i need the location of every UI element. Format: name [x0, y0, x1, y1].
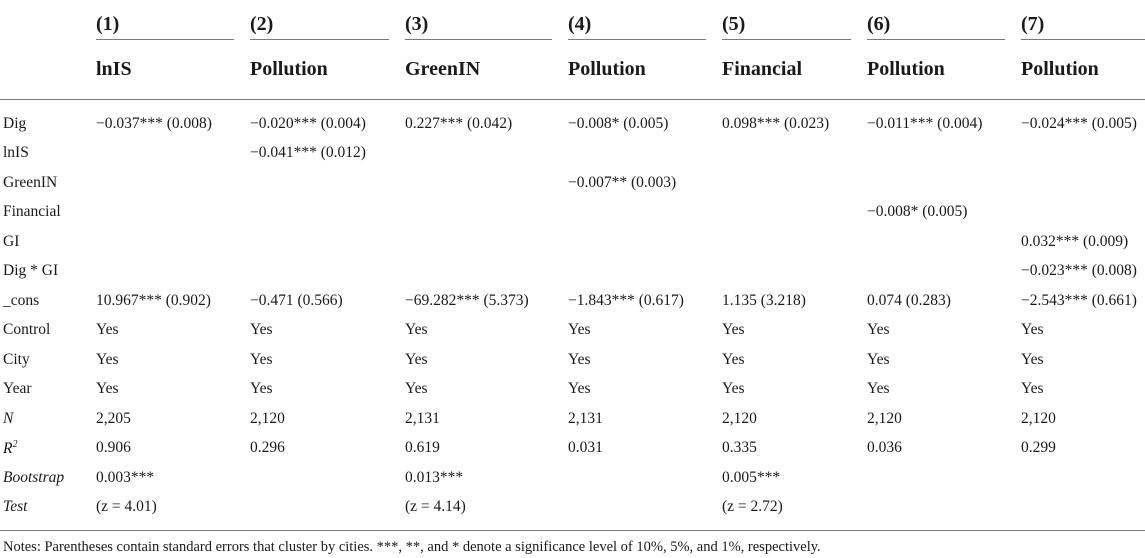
table-cell: 0.335: [722, 439, 757, 457]
table-cell: −0.008* (0.005): [568, 114, 669, 132]
table-cell: 0.098*** (0.023): [722, 114, 830, 132]
table-cell: [867, 493, 1021, 523]
table-cell: Yes: [250, 321, 273, 339]
header-rule: [405, 39, 552, 40]
column-number: (7): [1021, 13, 1045, 35]
table-row: [0, 286, 1145, 316]
header-rule: [867, 39, 1005, 40]
table-cell: [96, 168, 250, 198]
table-cell: Yes: [96, 321, 119, 339]
table-cell: [405, 198, 568, 228]
table-cell: [405, 139, 568, 169]
header-rule: [568, 39, 706, 40]
table-cell: Yes: [867, 321, 890, 339]
column-name: Financial: [722, 47, 867, 100]
table-cell: [568, 257, 722, 287]
table-cell: 0.032*** (0.009): [1021, 232, 1129, 250]
table-cell: Yes: [250, 350, 273, 368]
row-label: Year: [3, 380, 32, 398]
row-label: Dig * GI: [3, 262, 59, 280]
table-cell: [250, 257, 405, 287]
table-cell: 2,120: [867, 409, 902, 427]
header-rule: [250, 39, 389, 40]
table-cell: [96, 257, 250, 287]
table-cell: (z = 4.01): [96, 498, 157, 516]
table-cell: [250, 493, 405, 523]
table-cell: [250, 198, 405, 228]
table-cell: −0.011*** (0.004): [867, 114, 983, 132]
table-cell: [722, 168, 867, 198]
table-bottom-rule: [0, 522, 1145, 531]
table-cell: 0.036: [867, 439, 902, 457]
table-cell: [1021, 168, 1145, 198]
table-cell: 2,205: [96, 409, 131, 427]
table-cell: Yes: [96, 350, 119, 368]
column-number: (2): [250, 13, 274, 35]
table-cell: −0.007** (0.003): [568, 173, 677, 191]
table-cell: 2,120: [250, 409, 285, 427]
table-cell: [568, 198, 722, 228]
table-cell: 0.031: [568, 439, 603, 457]
row-label: GreenIN: [3, 173, 58, 191]
table-cell: 2,120: [722, 409, 757, 427]
table-cell: −1.843*** (0.617): [568, 291, 684, 309]
table-cell: 2,131: [568, 409, 603, 427]
row-label: [0, 434, 96, 464]
column-number: (3): [405, 13, 429, 35]
table-cell: Yes: [1021, 380, 1044, 398]
row-label: Control: [3, 321, 51, 339]
table-cell: −0.020*** (0.004): [250, 114, 366, 132]
table-row: [0, 434, 1145, 464]
table-cell: [722, 198, 867, 228]
table-cell: (z = 2.72): [722, 498, 783, 516]
table-row: [0, 198, 1145, 228]
table-row: [0, 257, 1145, 287]
table-cell: 0.299: [1021, 439, 1056, 457]
table-cell: −0.471 (0.566): [250, 291, 343, 309]
row-label: Bootstrap: [3, 468, 65, 486]
table-cell: −2.543*** (0.661): [1021, 291, 1137, 309]
table-cell: 2,131: [405, 409, 440, 427]
table-cell: Yes: [1021, 321, 1044, 339]
column-number: (5): [722, 13, 746, 35]
table-cell: [1021, 198, 1145, 228]
table-cell: [722, 139, 867, 169]
table-cell: [867, 227, 1021, 257]
table-cell: −0.023*** (0.008): [1021, 262, 1137, 280]
table-cell: Yes: [1021, 350, 1044, 368]
table-cell: [96, 227, 250, 257]
row-label: _cons: [3, 291, 40, 309]
table-row: [0, 493, 1145, 523]
table-cell: (z = 4.14): [405, 498, 466, 516]
table-cell: Yes: [568, 321, 591, 339]
table-cell: 0.619: [405, 439, 440, 457]
table-cell: 0.013***: [405, 468, 464, 486]
table-cell: Yes: [568, 380, 591, 398]
table-cell: [250, 227, 405, 257]
table-row: [0, 316, 1145, 346]
table-cell: [405, 257, 568, 287]
table-cell: 2,120: [1021, 409, 1056, 427]
table-cell: [568, 227, 722, 257]
table-cell: [405, 168, 568, 198]
header-rule: [722, 39, 851, 40]
table-notes: Notes: Parentheses contain standard errors that cluster by cities. ***, **, and * denote a significance level of 10%, 5%, and 1%, respectively.: [3, 539, 821, 555]
table-cell: Yes: [867, 350, 890, 368]
header-rule-row: [0, 39, 1145, 47]
table-cell: −0.008* (0.005): [867, 203, 968, 221]
table-cell: −0.037*** (0.008): [96, 114, 212, 132]
table-cell: 1.135 (3.218): [722, 291, 806, 309]
table-cell: [568, 493, 722, 523]
column-name: Pollution: [1021, 47, 1145, 100]
header-rule: [96, 39, 234, 40]
table-cell: [250, 168, 405, 198]
table-cell: [1021, 493, 1145, 523]
table-cell: [867, 463, 1021, 493]
table-cell: [568, 463, 722, 493]
table-row: [0, 404, 1145, 434]
column-number-row: [0, 0, 1145, 39]
table-row: [0, 227, 1145, 257]
table-row: [0, 345, 1145, 375]
column-name: lnIS: [96, 47, 250, 100]
table-cell: Yes: [250, 380, 273, 398]
table-cell: 0.074 (0.283): [867, 291, 951, 309]
table-cell: [867, 168, 1021, 198]
table-cell: Yes: [405, 380, 428, 398]
table-cell: Yes: [405, 350, 428, 368]
table-cell: 0.003***: [96, 468, 155, 486]
table-cell: [250, 463, 405, 493]
column-number: (1): [96, 13, 120, 35]
table-cell: [722, 257, 867, 287]
table-cell: [722, 227, 867, 257]
table-cell: Yes: [867, 380, 890, 398]
header-rule: [1021, 39, 1145, 40]
table-cell: −0.024*** (0.005): [1021, 114, 1137, 132]
table-cell: −69.282*** (5.373): [405, 291, 529, 309]
row-label: Financial: [3, 203, 61, 221]
row-label-superscript: 2: [12, 438, 18, 450]
table-cell: Yes: [568, 350, 591, 368]
table-cell: Yes: [722, 380, 745, 398]
row-label-text: R: [3, 439, 13, 457]
table-row: [0, 109, 1145, 139]
table-cell: [96, 139, 250, 169]
column-name-row: [0, 47, 1145, 100]
table-row: [0, 168, 1145, 198]
table-cell: Yes: [722, 350, 745, 368]
row-label: Test: [3, 498, 28, 516]
table-cell: Yes: [96, 380, 119, 398]
table-cell: [1021, 139, 1145, 169]
table-cell: [96, 198, 250, 228]
table-cell: [867, 257, 1021, 287]
table-cell: 0.005***: [722, 468, 781, 486]
column-name: GreenIN: [405, 47, 568, 100]
table-row: [0, 463, 1145, 493]
table-cell: Yes: [722, 321, 745, 339]
header-corner: [0, 0, 96, 39]
table-cell: [867, 139, 1021, 169]
row-label: N: [3, 409, 14, 427]
table-cell: −0.041*** (0.012): [250, 144, 366, 162]
table-cell: [1021, 463, 1145, 493]
row-label: GI: [3, 232, 20, 250]
column-number: (6): [867, 13, 891, 35]
table-cell: 0.227*** (0.042): [405, 114, 513, 132]
table-cell: [568, 139, 722, 169]
row-label: lnIS: [3, 144, 29, 162]
table-row: [0, 375, 1145, 405]
table-row: [0, 139, 1145, 169]
column-name: Pollution: [867, 47, 1021, 100]
column-number: (4): [568, 13, 592, 35]
table-cell: 0.906: [96, 439, 131, 457]
column-name: Pollution: [568, 47, 722, 100]
row-label: Dig: [3, 114, 27, 132]
table-cell: Yes: [405, 321, 428, 339]
header-corner: [0, 47, 96, 100]
table-cell: 10.967*** (0.902): [96, 291, 211, 309]
column-name: Pollution: [250, 47, 405, 100]
row-label: City: [3, 350, 30, 368]
table-cell: 0.296: [250, 439, 285, 457]
table-cell: [405, 227, 568, 257]
